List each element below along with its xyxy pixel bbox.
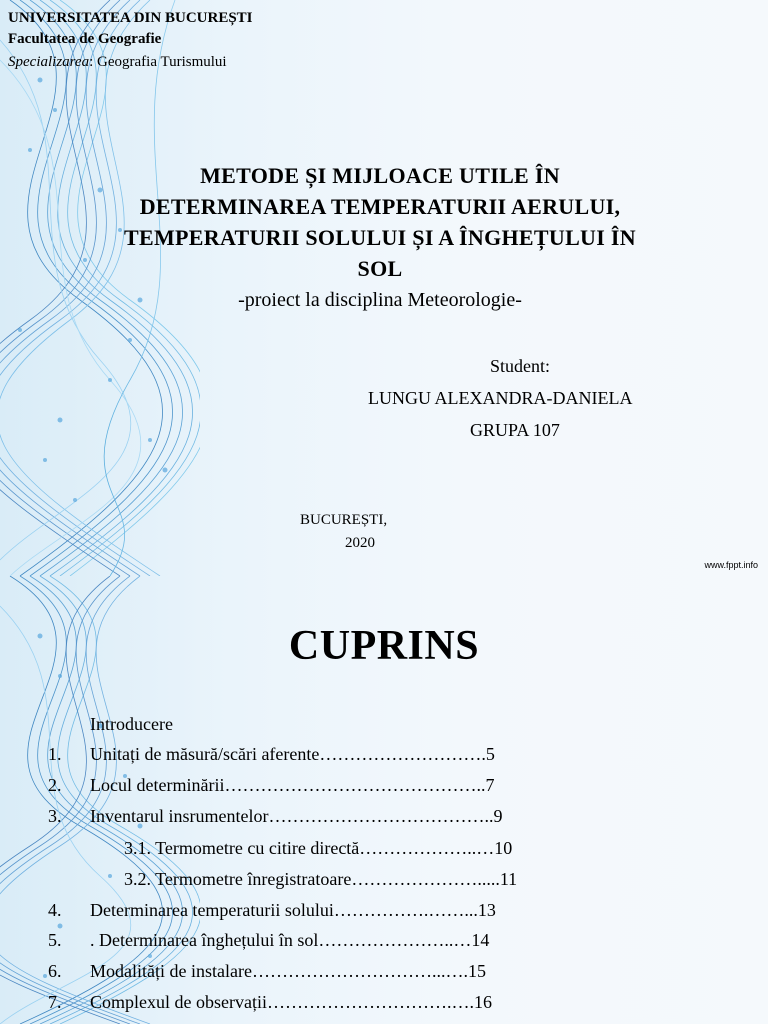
toc-item-text: Locul determinării……………………………………..7 [90,775,495,795]
university-name: UNIVERSITATEA DIN BUCUREȘTI [8,10,253,26]
toc-item-number: 7. [48,992,62,1012]
toc-item-number: 4. [48,900,62,920]
project-subtitle: -proiect la disciplina Meteorologie- [238,289,522,311]
title-line: TEMPERATURII SOLULUI ȘI A ÎNGHEȚULUI ÎN [124,225,636,250]
specialization-label: Specializarea [8,54,90,70]
toc-item-text: Introducere [90,714,173,734]
toc-item-text: 3.2. Termometre înregistratoare………………….....11 [124,869,518,889]
toc-item-text: Determinarea temperaturii solului…………….……...13 [90,900,496,920]
toc-item [0,930,768,956]
website-watermark: www.fppt.info [704,560,758,570]
toc-item-text: Inventarul insrumentelor………………………………..9 [90,806,503,826]
specialization-value: : Geografia Turismului [89,54,227,70]
toc-item [0,900,768,926]
student-label: Student: [490,356,551,376]
toc-item-number: 5. [48,930,62,950]
city: BUCUREȘTI, [300,512,388,528]
contents-heading: CUPRINS [288,623,480,669]
toc-item-text: Complexul de observații………………………….….16 [90,992,492,1012]
toc-item-text: Modalități de instalare…………………………...….15 [90,961,486,981]
student-group: GRUPA 107 [470,420,560,440]
toc-item [0,775,768,801]
title-line: METODE ȘI MIJLOACE UTILE ÎN [200,163,560,188]
toc-item [0,744,768,770]
project-title [60,160,700,284]
toc-subitem [0,838,768,864]
toc-item-number: 2. [48,775,62,795]
specialization [8,52,227,72]
title-line: DETERMINAREA TEMPERATURII AERULUI, [139,194,621,219]
contents-slide [0,576,768,1024]
year: 2020 [345,535,375,551]
title-line: SOL [357,256,403,281]
student-name: LUNGU ALEXANDRA-DANIELA [368,388,633,408]
toc-item-text: 3.1. Termometre cu citire directă………………..…10 [124,838,513,858]
toc-item-number: 6. [48,961,62,981]
faculty-name: Facultatea de Geografie [8,31,162,47]
toc-item-number: 1. [48,744,62,764]
toc-item-text: Unitați de măsură/scări aferente……………………….5 [90,744,495,764]
toc-item [0,714,768,740]
toc-item [0,961,768,987]
toc-item-number: 3. [48,806,62,826]
toc-item [0,992,768,1018]
toc-item [0,806,768,832]
toc-subitem [0,869,768,895]
toc-item-text: . Determinarea înghețului în sol…………………..…14 [90,930,490,950]
